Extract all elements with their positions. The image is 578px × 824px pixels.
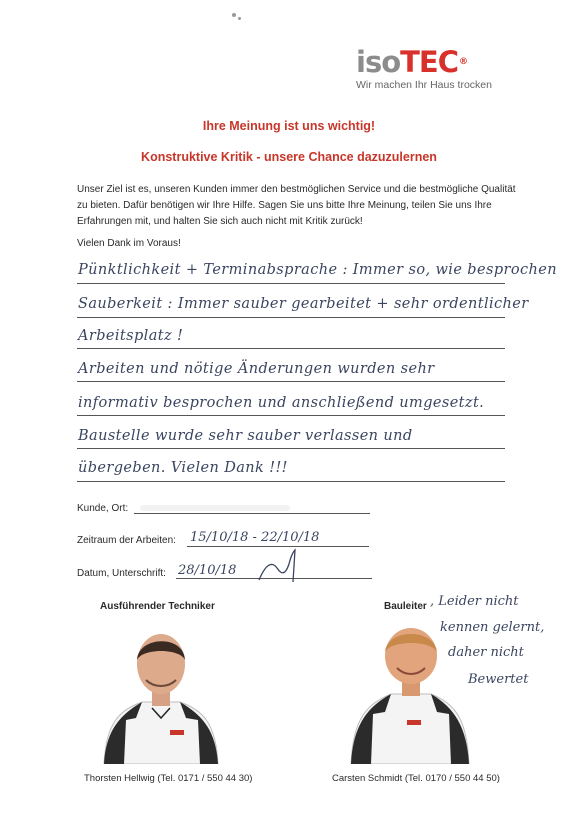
technician-title: Ausführender Techniker	[100, 601, 215, 612]
headline-criticism: Konstruktive Kritik - unsere Chance dazuzulernen	[141, 150, 437, 164]
kunde-ort-redacted-value	[140, 505, 290, 511]
writing-rule	[77, 481, 505, 482]
logo-registered-mark: ®	[459, 57, 467, 67]
writing-rule	[77, 448, 505, 449]
logo-tagline: Wir machen Ihr Haus trocken	[356, 79, 492, 91]
site-manager-note-line: daher nicht	[448, 645, 524, 660]
zeitraum-label: Zeitraum der Arbeiten:	[77, 535, 176, 546]
scan-speck	[238, 17, 241, 20]
site-manager-note-line: Bewertet	[468, 672, 529, 687]
signature-scribble	[255, 546, 315, 586]
site-manager-title: Bauleiter	[384, 601, 427, 612]
feedback-line: Sauberkeit : Immer sauber gearbeitet + sehr ordentlicher	[78, 296, 529, 312]
kunde-ort-rule	[134, 513, 370, 514]
feedback-line: Arbeiten und nötige Änderungen wurden sehr	[78, 361, 435, 377]
zeitraum-value: 15/10/18 - 22/10/18	[190, 530, 320, 545]
feedback-line: Pünktlichkeit + Terminabsprache : Immer so, wie besprochen	[78, 262, 557, 278]
thanks-text: Vielen Dank im Voraus!	[77, 238, 181, 249]
feedback-line: Baustelle wurde sehr sauber verlassen und	[78, 428, 413, 444]
logo-iso-text: iso	[356, 45, 401, 79]
writing-rule	[77, 415, 505, 416]
site-manager-note-line: kennen gelernt,	[440, 620, 545, 635]
writing-rule	[77, 283, 505, 284]
site-manager-photo	[345, 622, 475, 764]
kunde-ort-label: Kunde, Ort:	[77, 503, 129, 514]
writing-rule	[77, 381, 505, 382]
logo-tec-text: TEC	[400, 45, 458, 79]
intro-paragraph: Unser Ziel ist es, unseren Kunden immer den bestmöglichen Service und die bestmögliche Qualität zu bieten. Dafür benötigen wir Ihre Hilfe. Sagen Sie uns bitte Ihre Meinung, teilen Sie uns Ihre Erfahrungen mit, und halten Sie sich auch nicht mit Kritik zurück!	[77, 184, 516, 227]
technician-caption: Thorsten Hellwig (Tel. 0171 / 550 44 30)	[84, 773, 253, 784]
datum-unterschrift-label: Datum, Unterschrift:	[77, 568, 166, 579]
technician-photo	[96, 622, 226, 764]
scan-speck	[232, 13, 236, 17]
feedback-line: Arbeitsplatz !	[78, 328, 184, 344]
feedback-line: übergeben. Vielen Dank !!!	[78, 460, 288, 476]
site-manager-note-line: , Leider nicht	[430, 594, 519, 609]
isotec-logo	[356, 47, 516, 97]
site-manager-caption: Carsten Schmidt (Tel. 0170 / 550 44 50)	[332, 773, 500, 784]
datum-value: 28/10/18	[178, 563, 237, 578]
writing-rule	[77, 317, 505, 318]
feedback-line: informativ besprochen und anschließend umgesetzt.	[78, 395, 485, 411]
writing-rule	[77, 348, 505, 349]
headline-opinion: Ihre Meinung ist uns wichtig!	[202, 119, 376, 133]
